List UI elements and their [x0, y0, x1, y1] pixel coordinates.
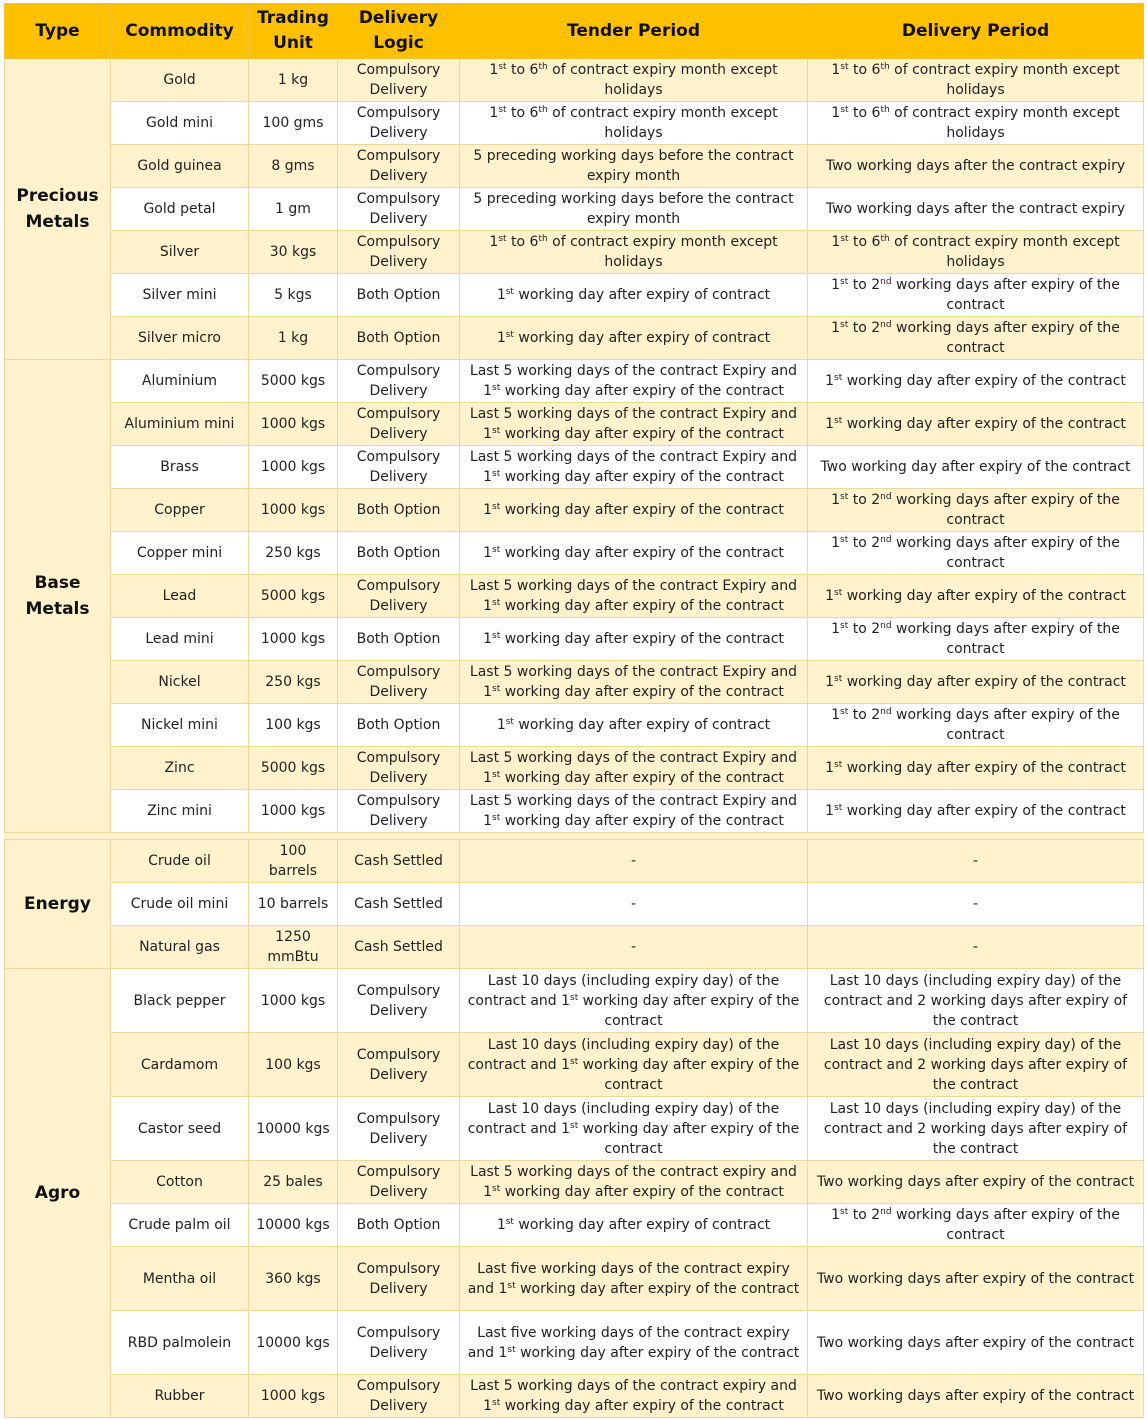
- delivery-period-cell: Two working days after expiry of the contract: [808, 1161, 1144, 1204]
- delivery-period-cell: 1st working day after expiry of the contract: [808, 403, 1144, 446]
- delivery-period-cell: 1st working day after expiry of the contract: [808, 790, 1144, 833]
- delivery-logic-cell: Compulsory Delivery: [338, 188, 460, 231]
- trading-unit-cell: 250 kgs: [249, 661, 338, 704]
- header-tender-period: Tender Period: [460, 4, 808, 59]
- commodity-cell: Castor seed: [111, 1097, 249, 1161]
- table-row: [5, 446, 1144, 489]
- commodity-cell: Silver: [111, 231, 249, 274]
- tender-period-cell: 1st working day after expiry of contract: [460, 704, 808, 747]
- header-row: [5, 4, 1144, 59]
- delivery-period-cell: 1st to 2nd working days after expiry of the contract: [808, 618, 1144, 661]
- trading-unit-cell: 1000 kgs: [249, 790, 338, 833]
- delivery-period-cell: 1st to 2nd working days after expiry of the contract: [808, 317, 1144, 360]
- trading-unit-cell: 1 kg: [249, 317, 338, 360]
- header-delivery-logic: Delivery Logic: [338, 4, 460, 59]
- commodity-cell: Cardamom: [111, 1033, 249, 1097]
- delivery-logic-cell: Compulsory Delivery: [338, 59, 460, 102]
- table-row: [5, 747, 1144, 790]
- delivery-period-cell: 1st working day after expiry of the contract: [808, 747, 1144, 790]
- delivery-period-cell: 1st to 6th of contract expiry month except holidays: [808, 102, 1144, 145]
- commodity-cell: Gold mini: [111, 102, 249, 145]
- trading-unit-cell: 25 bales: [249, 1161, 338, 1204]
- delivery-period-cell: 1st to 2nd working days after expiry of the contract: [808, 704, 1144, 747]
- commodity-cell: Zinc mini: [111, 790, 249, 833]
- table-row: [5, 59, 1144, 102]
- tender-period-cell: 1st working day after expiry of the contract: [460, 618, 808, 661]
- delivery-period-cell: Two working day after expiry of the contract: [808, 446, 1144, 489]
- tender-period-cell: Last 10 days (including expiry day) of the contract and 1st working day after expiry of the contract: [460, 1097, 808, 1161]
- delivery-logic-cell: Cash Settled: [338, 926, 460, 969]
- delivery-logic-cell: Compulsory Delivery: [338, 1375, 460, 1418]
- type-cell: Agro: [5, 969, 111, 1418]
- tender-period-cell: 5 preceding working days before the contract expiry month: [460, 145, 808, 188]
- header-type: Type: [5, 4, 111, 59]
- commodity-cell: Natural gas: [111, 926, 249, 969]
- tender-period-cell: 1st to 6th of contract expiry month except holidays: [460, 102, 808, 145]
- commodity-cell: Gold: [111, 59, 249, 102]
- table-row: [5, 1375, 1144, 1418]
- commodity-cell: Copper mini: [111, 532, 249, 575]
- tender-period-cell: 1st working day after expiry of the contract: [460, 489, 808, 532]
- commodity-delivery-table: [4, 3, 1144, 1418]
- delivery-period-cell: Two working days after expiry of the contract: [808, 1311, 1144, 1375]
- commodity-cell: Copper: [111, 489, 249, 532]
- table-row: [5, 231, 1144, 274]
- table-row: [5, 704, 1144, 747]
- commodity-cell: Silver mini: [111, 274, 249, 317]
- commodity-table-container: [4, 3, 1143, 1418]
- table-row: [5, 840, 1144, 883]
- trading-unit-cell: 5000 kgs: [249, 360, 338, 403]
- tender-period-cell: 5 preceding working days before the contract expiry month: [460, 188, 808, 231]
- tender-period-cell: -: [460, 840, 808, 883]
- table-row: [5, 883, 1144, 926]
- delivery-period-cell: 1st to 6th of contract expiry month except holidays: [808, 59, 1144, 102]
- table-row: [5, 403, 1144, 446]
- delivery-period-cell: 1st working day after expiry of the contract: [808, 575, 1144, 618]
- type-cell: Base Metals: [5, 360, 111, 833]
- table-row: [5, 1033, 1144, 1097]
- table-row: [5, 1204, 1144, 1247]
- tender-period-cell: 1st working day after expiry of contract: [460, 274, 808, 317]
- commodity-cell: Crude palm oil: [111, 1204, 249, 1247]
- delivery-logic-cell: Compulsory Delivery: [338, 747, 460, 790]
- header-delivery-period: Delivery Period: [808, 4, 1144, 59]
- tender-period-cell: Last 5 working days of the contract Expiry and 1st working day after expiry of the contract: [460, 403, 808, 446]
- trading-unit-cell: 10 barrels: [249, 883, 338, 926]
- delivery-logic-cell: Compulsory Delivery: [338, 102, 460, 145]
- delivery-period-cell: Last 10 days (including expiry day) of the contract and 2 working days after expiry of the contract: [808, 969, 1144, 1033]
- delivery-logic-cell: Cash Settled: [338, 883, 460, 926]
- delivery-period-cell: Last 10 days (including expiry day) of the contract and 2 working days after expiry of the contract: [808, 1097, 1144, 1161]
- commodity-cell: Rubber: [111, 1375, 249, 1418]
- delivery-logic-cell: Both Option: [338, 274, 460, 317]
- delivery-logic-cell: Cash Settled: [338, 840, 460, 883]
- table-header: [5, 4, 1144, 59]
- table-row: [5, 1247, 1144, 1311]
- delivery-period-cell: -: [808, 926, 1144, 969]
- delivery-logic-cell: Compulsory Delivery: [338, 969, 460, 1033]
- delivery-period-cell: 1st to 2nd working days after expiry of the contract: [808, 1204, 1144, 1247]
- table-row: [5, 618, 1144, 661]
- delivery-period-cell: -: [808, 840, 1144, 883]
- table-row: [5, 188, 1144, 231]
- trading-unit-cell: 1000 kgs: [249, 969, 338, 1033]
- tender-period-cell: -: [460, 883, 808, 926]
- tender-period-cell: 1st working day after expiry of contract: [460, 317, 808, 360]
- table-row: [5, 102, 1144, 145]
- commodity-cell: Gold guinea: [111, 145, 249, 188]
- delivery-period-cell: 1st working day after expiry of the contract: [808, 661, 1144, 704]
- tender-period-cell: Last 5 working days of the contract Expiry and 1st working day after expiry of the contract: [460, 790, 808, 833]
- delivery-logic-cell: Compulsory Delivery: [338, 790, 460, 833]
- delivery-logic-cell: Both Option: [338, 618, 460, 661]
- delivery-period-cell: 1st to 6th of contract expiry month except holidays: [808, 231, 1144, 274]
- trading-unit-cell: 8 gms: [249, 145, 338, 188]
- tender-period-cell: Last 10 days (including expiry day) of the contract and 1st working day after expiry of the contract: [460, 969, 808, 1033]
- commodity-cell: Nickel: [111, 661, 249, 704]
- commodity-cell: Zinc: [111, 747, 249, 790]
- trading-unit-cell: 10000 kgs: [249, 1311, 338, 1375]
- trading-unit-cell: 10000 kgs: [249, 1204, 338, 1247]
- commodity-cell: Lead mini: [111, 618, 249, 661]
- header-commodity: Commodity: [111, 4, 249, 59]
- tender-period-cell: Last 5 working days of the contract Expiry and 1st working day after expiry of the contract: [460, 747, 808, 790]
- table-row: [5, 661, 1144, 704]
- trading-unit-cell: 5 kgs: [249, 274, 338, 317]
- tender-period-cell: Last 5 working days of the contract Expiry and 1st working day after expiry of the contract: [460, 360, 808, 403]
- trading-unit-cell: 250 kgs: [249, 532, 338, 575]
- table-row: [5, 274, 1144, 317]
- delivery-logic-cell: Compulsory Delivery: [338, 145, 460, 188]
- tender-period-cell: 1st working day after expiry of the contract: [460, 532, 808, 575]
- trading-unit-cell: 360 kgs: [249, 1247, 338, 1311]
- trading-unit-cell: 100 kgs: [249, 704, 338, 747]
- tender-period-cell: Last five working days of the contract expiry and 1st working day after expiry of the contract: [460, 1311, 808, 1375]
- tender-period-cell: Last five working days of the contract expiry and 1st working day after expiry of the contract: [460, 1247, 808, 1311]
- delivery-period-cell: Two working days after expiry of the contract: [808, 1375, 1144, 1418]
- delivery-period-cell: 1st to 2nd working days after expiry of the contract: [808, 532, 1144, 575]
- table-row: [5, 1161, 1144, 1204]
- commodity-cell: Cotton: [111, 1161, 249, 1204]
- delivery-logic-cell: Compulsory Delivery: [338, 360, 460, 403]
- commodity-cell: Crude oil: [111, 840, 249, 883]
- header-trading-unit: Trading Unit: [249, 4, 338, 59]
- type-cell: Energy: [5, 840, 111, 969]
- commodity-cell: Black pepper: [111, 969, 249, 1033]
- delivery-period-cell: Two working days after the contract expiry: [808, 188, 1144, 231]
- delivery-logic-cell: Both Option: [338, 489, 460, 532]
- commodity-cell: Gold petal: [111, 188, 249, 231]
- tender-period-cell: 1st working day after expiry of contract: [460, 1204, 808, 1247]
- trading-unit-cell: 5000 kgs: [249, 575, 338, 618]
- delivery-logic-cell: Compulsory Delivery: [338, 1311, 460, 1375]
- table-row: [5, 1311, 1144, 1375]
- table-row: [5, 575, 1144, 618]
- trading-unit-cell: 10000 kgs: [249, 1097, 338, 1161]
- trading-unit-cell: 30 kgs: [249, 231, 338, 274]
- tender-period-cell: Last 5 working days of the contract expiry and 1st working day after expiry of the contract: [460, 1161, 808, 1204]
- trading-unit-cell: 1000 kgs: [249, 446, 338, 489]
- delivery-logic-cell: Both Option: [338, 704, 460, 747]
- table-body: [5, 59, 1144, 1418]
- table-row: [5, 1097, 1144, 1161]
- table-row: [5, 532, 1144, 575]
- delivery-logic-cell: Compulsory Delivery: [338, 1161, 460, 1204]
- delivery-period-cell: Two working days after the contract expiry: [808, 145, 1144, 188]
- table-row: [5, 145, 1144, 188]
- trading-unit-cell: 1250 mmBtu: [249, 926, 338, 969]
- commodity-cell: Silver micro: [111, 317, 249, 360]
- tender-period-cell: Last 10 days (including expiry day) of the contract and 1st working day after expiry of the contract: [460, 1033, 808, 1097]
- tender-period-cell: 1st to 6th of contract expiry month except holidays: [460, 59, 808, 102]
- trading-unit-cell: 1 kg: [249, 59, 338, 102]
- group-separator: [5, 833, 1144, 840]
- table-row: [5, 926, 1144, 969]
- delivery-logic-cell: Compulsory Delivery: [338, 575, 460, 618]
- trading-unit-cell: 1000 kgs: [249, 1375, 338, 1418]
- group-separator-cell: [5, 833, 1144, 840]
- tender-period-cell: 1st to 6th of contract expiry month except holidays: [460, 231, 808, 274]
- trading-unit-cell: 1000 kgs: [249, 403, 338, 446]
- trading-unit-cell: 100 barrels: [249, 840, 338, 883]
- delivery-logic-cell: Both Option: [338, 317, 460, 360]
- delivery-logic-cell: Both Option: [338, 532, 460, 575]
- delivery-logic-cell: Both Option: [338, 1204, 460, 1247]
- delivery-period-cell: 1st to 2nd working days after expiry of the contract: [808, 489, 1144, 532]
- delivery-logic-cell: Compulsory Delivery: [338, 446, 460, 489]
- type-cell: Precious Metals: [5, 59, 111, 360]
- trading-unit-cell: 5000 kgs: [249, 747, 338, 790]
- tender-period-cell: Last 5 working days of the contract Expiry and 1st working day after expiry of the contract: [460, 575, 808, 618]
- tender-period-cell: Last 5 working days of the contract Expiry and 1st working day after expiry of the contract: [460, 661, 808, 704]
- table-row: [5, 360, 1144, 403]
- commodity-cell: Aluminium mini: [111, 403, 249, 446]
- tender-period-cell: Last 5 working days of the contract Expiry and 1st working day after expiry of the contract: [460, 446, 808, 489]
- delivery-logic-cell: Compulsory Delivery: [338, 1097, 460, 1161]
- trading-unit-cell: 1000 kgs: [249, 489, 338, 532]
- commodity-cell: Crude oil mini: [111, 883, 249, 926]
- commodity-cell: Lead: [111, 575, 249, 618]
- tender-period-cell: Last 5 working days of the contract expiry and 1st working day after expiry of the contract: [460, 1375, 808, 1418]
- delivery-period-cell: -: [808, 883, 1144, 926]
- trading-unit-cell: 1000 kgs: [249, 618, 338, 661]
- commodity-cell: Aluminium: [111, 360, 249, 403]
- table-row: [5, 969, 1144, 1033]
- commodity-cell: RBD palmolein: [111, 1311, 249, 1375]
- table-row: [5, 790, 1144, 833]
- table-row: [5, 489, 1144, 532]
- trading-unit-cell: 100 gms: [249, 102, 338, 145]
- commodity-cell: Brass: [111, 446, 249, 489]
- trading-unit-cell: 100 kgs: [249, 1033, 338, 1097]
- commodity-cell: Mentha oil: [111, 1247, 249, 1311]
- delivery-logic-cell: Compulsory Delivery: [338, 231, 460, 274]
- delivery-period-cell: Last 10 days (including expiry day) of the contract and 2 working days after expiry of the contract: [808, 1033, 1144, 1097]
- delivery-period-cell: 1st to 2nd working days after expiry of the contract: [808, 274, 1144, 317]
- delivery-logic-cell: Compulsory Delivery: [338, 1247, 460, 1311]
- trading-unit-cell: 1 gm: [249, 188, 338, 231]
- delivery-logic-cell: Compulsory Delivery: [338, 1033, 460, 1097]
- commodity-cell: Nickel mini: [111, 704, 249, 747]
- delivery-period-cell: Two working days after expiry of the contract: [808, 1247, 1144, 1311]
- table-row: [5, 317, 1144, 360]
- delivery-period-cell: 1st working day after expiry of the contract: [808, 360, 1144, 403]
- delivery-logic-cell: Compulsory Delivery: [338, 403, 460, 446]
- tender-period-cell: -: [460, 926, 808, 969]
- delivery-logic-cell: Compulsory Delivery: [338, 661, 460, 704]
